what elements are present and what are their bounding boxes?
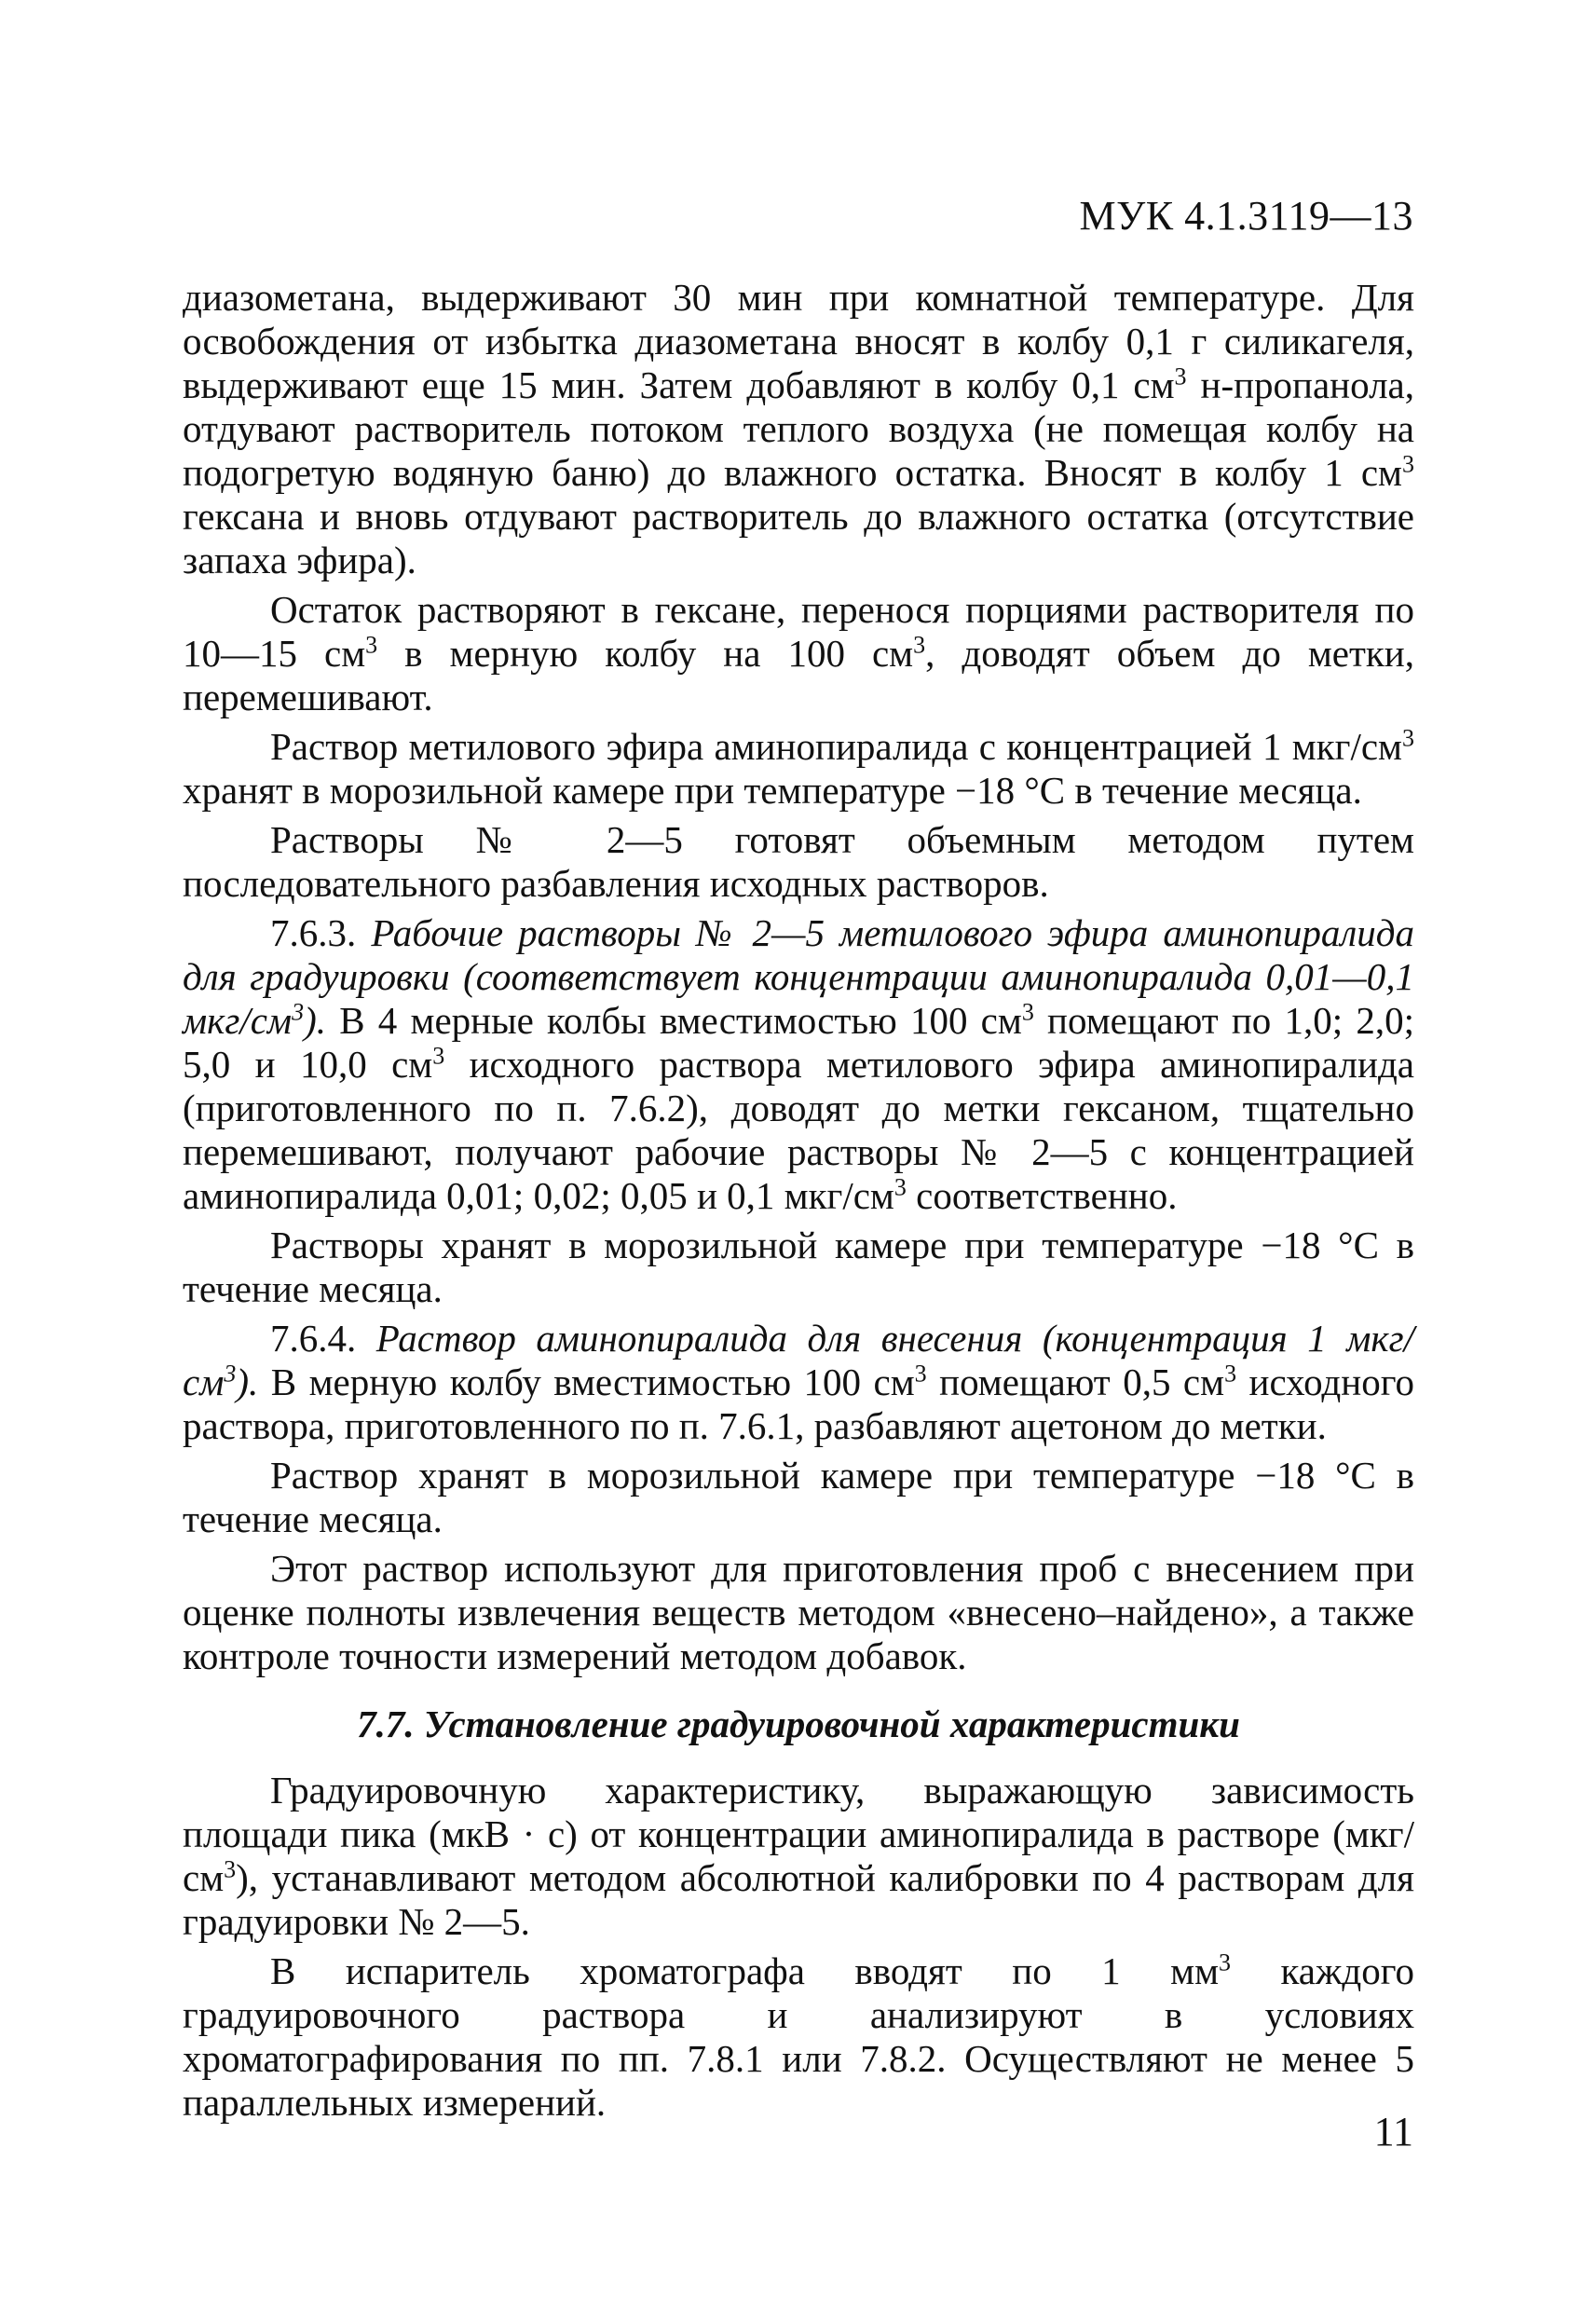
paragraph-6: Растворы хранят в морозильной камере при температуре −18 °С в течение месяца.: [183, 1224, 1414, 1310]
subsection-title-7-6-3: Рабочие растворы № 2—5 метилового эфира аминопиралида для градуировки (соответствует концентрации аминопиралида 0,01—0,1 мкг/$см^3$).: [183, 911, 1414, 1042]
paragraph-8: Раствор хранят в морозильной камере при температуре −18 °С в течение месяца.: [183, 1454, 1414, 1540]
paragraph-3: Раствор метилового эфира аминопиралида с концентрацией 1 мкг/$см^3$ хранят в морозильной камере при температуре −18 °С в течение месяца.: [183, 724, 1414, 812]
paragraph-4: Растворы № 2—5 готовят объемным методом путем последовательного разбавления исходных растворов.: [183, 818, 1414, 905]
document-code: МУК 4.1.3119—13: [1079, 193, 1413, 239]
paragraph-7-6-4: 7.6.4. Раствор аминопиралида для внесения (концентрация 1 мкг/$см^3$). В мерную колбу вместимостью 100 $см^3$ помещают 0,5 $см^3$ исходного раствора, приготовленного по п. 7.6.1, разбавляют ацетоном до метки.: [183, 1317, 1414, 1447]
page-body: [183, 276, 1414, 2125]
page-number: 11: [1373, 2109, 1413, 2154]
paragraph-7-6-3: 7.6.3. Рабочие растворы № 2—5 метилового эфира аминопиралида для градуировки (соответствует концентрации аминопиралида 0,01—0,1 мкг/$см^3$). В 4 мерные колбы вместимостью 100 $см^3$ помещают по 1,0; 2,0; 5,0 и 10,0 $см^3$ исходного раствора метилового эфира аминопиралида (приготовленного по п. 7.6.2), доводят до метки гексаном, тщательно перемешивают, получают рабочие растворы № 2—5 с концентрацией аминопиралида 0,01; 0,02; 0,05 и 0,1 мкг/$см^3$ соответственно.: [183, 911, 1414, 1217]
paragraph-10: Градуировочную характеристику, выражающую зависимость площади пика (мкВ · с) от концентрации аминопиралида в растворе $(мкг/см^3)$, устанавливают методом абсолютной калибровки по 4 растворам для градуировки № 2—5.: [183, 1769, 1414, 1943]
paragraph-11: В испаритель хроматографа вводят по 1 $мм^3$ каждого градуировочного раствора и анализируют в условиях хроматографирования по пп. 7.8.1 или 7.8.2. Осуществляют не менее 5 параллельных измерений.: [183, 1949, 1414, 2124]
paragraph-9: Этот раствор используют для приготовления проб с внесением при оценке полноты извлечения веществ методом «внесено–найдено», а также контроле точности измерений методом добавок.: [183, 1547, 1414, 1677]
paragraph-1: диазометана, выдерживают 30 мин при комнатной температуре. Для освобождения от избытка диазометана вносят в колбу 0,1 г силикагеля, выдерживают еще 15 мин. Затем добавляют в колбу 0,1 $см^3$ н-пропанола, отдувают растворитель потоком теплого воздуха (не помещая колбу на подогретую водяную баню) до влажного остатка. Вносят в колбу 1 $см^3$ гексана и вновь отдувают растворитель до влажного остатка (отсутствие запаха эфира).: [183, 276, 1414, 581]
paragraph-2: Остаток растворяют в гексане, перенося порциями растворителя по 10—15 $см^3$ в мерную колбу на 100 $см^3$, доводят объем до метки, перемешивают.: [183, 588, 1414, 718]
section-heading-7-7: 7.7. Установление градуировочной характеристики: [357, 1702, 1240, 1745]
subsection-title-7-6-4: Раствор аминопиралида для внесения (концентрация 1 мкг/$см^3$).: [183, 1317, 1414, 1403]
